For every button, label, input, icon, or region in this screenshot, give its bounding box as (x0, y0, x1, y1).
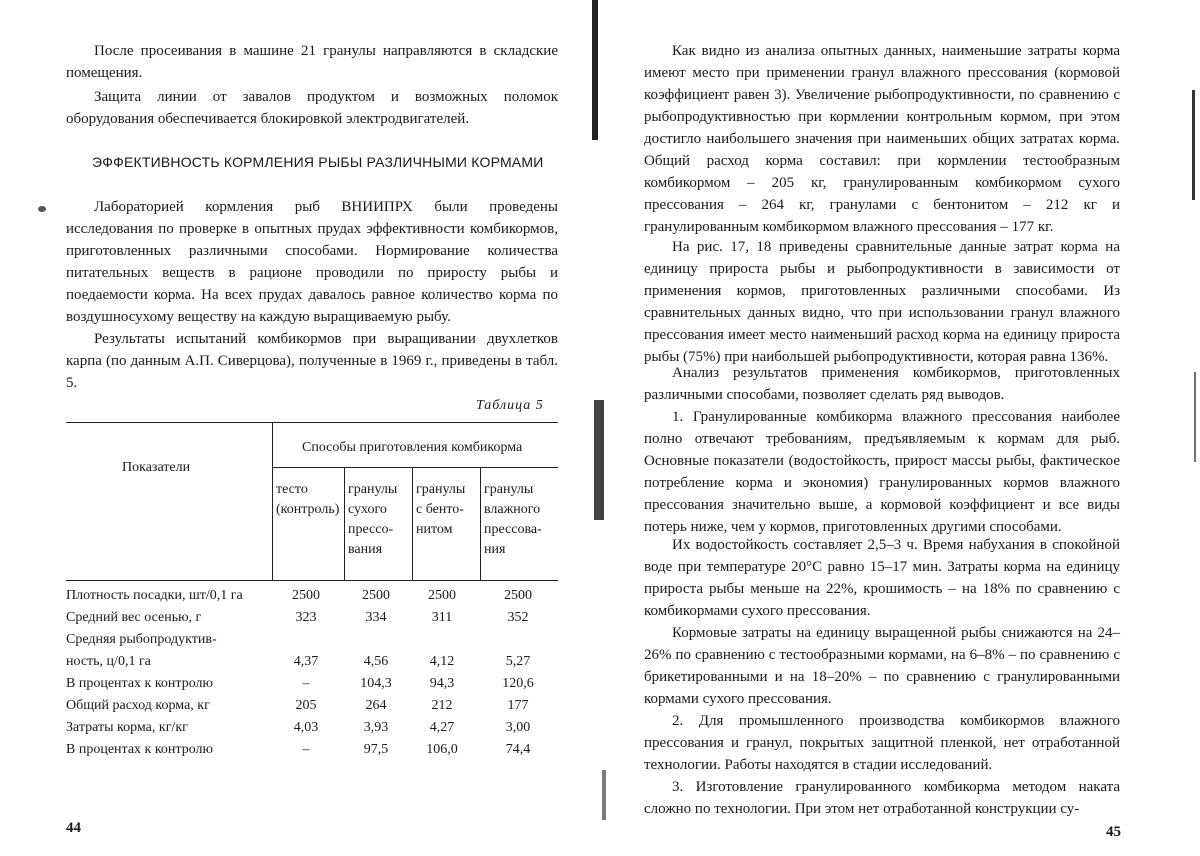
left-paragraph-1: После просеивания в машине 21 гранулы направляются в складские помещения. (66, 43, 558, 81)
page-number-right: 45 (1106, 824, 1121, 840)
scan-edge-mark (1194, 372, 1196, 462)
row-label: ность, ц/0,1 га (66, 654, 151, 669)
table-cell: 352 (507, 610, 529, 625)
row-label: Средняя рыбопродуктив- (66, 632, 217, 647)
column-header-2: прессо- (348, 522, 394, 537)
table-cell: 104,3 (360, 676, 392, 691)
column-header-2: гранулы (348, 482, 398, 497)
right-paragraph-1: Как видно из анализа опытных данных, наименьшие затраты корма имеют место при применении гранул влажного прессования (кормовой коэффициент равен 3). Увеличение рыбопродуктивности, по сравнению с рыбопродуктивностью при кормлении контрольным кормом, при этом достигло наибольшего значения при наименьших общих затратах корма. Общий расход корма составил: при кормлении тестообразным комбикормом – 205 кг, гранулированным комбикормом сухого прессования – 264 кг, гранулами с бентонитом – 212 кг и гранулированным комбикормом влажного прессования – 177 кг. (644, 43, 1120, 235)
row-label: Плотность посадки, шт/0,1 га (66, 588, 243, 603)
column-header-3: нитом (416, 522, 453, 537)
table-cell: 4,27 (429, 720, 455, 735)
table-cell: 2500 (504, 588, 532, 603)
table-caption: Таблица 5 (476, 398, 544, 413)
table-cell: 106,0 (426, 742, 458, 757)
left-paragraph-2: Защита линии от завалов продуктом и возможных поломок оборудования обеспечивается блокировкой электродвигателей. (66, 89, 558, 127)
table-cell: 3,00 (505, 720, 531, 735)
table-cell: 264 (365, 698, 387, 713)
column-header-4: прессова- (484, 522, 542, 537)
table-cell: – (302, 742, 310, 757)
right-paragraph-2: На рис. 17, 18 приведены сравнительные данные затрат корма на единицу прироста рыбы и рыбопродуктивности в зависимости от применения кормов, приготовленных различными способами. Из сравнительных данных видно, что при использовании гранул влажного прессования имеет место наименьший расход корма на единицу прироста рыбы (75%) при наибольшей рыбопродуктивности, которая равна 136%. (644, 239, 1120, 365)
table-cell: 205 (295, 698, 317, 713)
row-label: В процентах к контролю (66, 676, 213, 691)
column-header-3: с бенто- (416, 502, 464, 517)
left-paragraph-4: Результаты испытаний комбикормов при выращивании двухлетков карпа (по данным А.П. Сиверцова), полученные в 1969 г., приведены в табл. 5. (66, 331, 558, 391)
column-header-2: вания (348, 542, 383, 557)
scan-mark (38, 206, 46, 212)
right-paragraph-3: Анализ результатов применения комбикормов, приготовленных различными способами, позволяет сделать ряд выводов. (644, 365, 1120, 403)
table-cell: 334 (365, 610, 387, 625)
page-number-left: 44 (66, 820, 81, 836)
left-page (0, 0, 590, 856)
right-page (600, 0, 1200, 856)
table-cell: 74,4 (505, 742, 531, 757)
table-cell: – (302, 676, 310, 691)
right-paragraph-7: 2. Для промышленного производства комбикормов влажного прессования и гранул, покрытых защитной пленкой, нет отработанной технологии. Работы находятся в стадии исследований. (644, 713, 1120, 773)
column-header-3: гранулы (416, 482, 466, 497)
row-label: Общий расход корма, кг (66, 698, 210, 713)
table-cell: 2500 (292, 588, 320, 603)
table-cell: 3,93 (363, 720, 389, 735)
scan-edge-mark (1192, 90, 1195, 200)
group-header: Способы приготовления комбикорма (302, 440, 523, 455)
table-cell: 97,5 (363, 742, 389, 757)
column-header-2: сухого (348, 502, 387, 517)
row-label: Средний вес осенью, г (66, 610, 202, 625)
table-cell: 4,12 (429, 654, 455, 669)
stub-header: Показатели (122, 460, 191, 475)
right-paragraph-4: 1. Гранулированные комбикорма влажного прессования наиболее полно отвечают требованиям, предъявляемым к кормам для рыб. Основные показатели (водостойкость, прирост массы рыбы, фактическое потребление корма и экономия) гранулированных кормов влажного прессования значительно выше, а кормовой коэффициент и все виды потерь ниже, чем у кормов, приготовленных другими способами. (644, 409, 1120, 535)
column-header-4: ния (484, 542, 506, 557)
right-paragraph-5: Их водостойкость составляет 2,5–3 ч. Время набухания в спокойной воде при температуре 20°С равно 15–17 мин. Затраты корма на единицу прироста рыбы меньше на 22%, крошимость – на 18% по сравнению с комбикормами сухого прессования. (644, 537, 1120, 619)
table-cell: 2500 (362, 588, 390, 603)
section-heading: ЭФФЕКТИВНОСТЬ КОРМЛЕНИЯ РЫБЫ РАЗЛИЧНЫМИ КОРМАМИ (92, 154, 544, 170)
column-header-1: тесто (276, 482, 308, 497)
table-cell: 4,03 (293, 720, 319, 735)
table-cell: 5,27 (505, 654, 531, 669)
column-header-1: (контроль) (276, 502, 340, 517)
column-header-4: влажного (484, 502, 541, 517)
row-label: Затраты корма, кг/кг (66, 720, 188, 735)
right-paragraph-6: Кормовые затраты на единицу выращенной рыбы снижаются на 24–26% по сравнению с тестообразными кормами, на 6–8% – по сравнению с брикетированными и на 18–20% – по сравнению с гранулированными кормами сухого прессования. (644, 625, 1120, 707)
table-cell: 4,37 (293, 654, 319, 669)
column-header-4: гранулы (484, 482, 534, 497)
table-cell: 311 (431, 610, 453, 625)
table-cell: 2500 (428, 588, 456, 603)
table-cell: 94,3 (429, 676, 455, 691)
table-cell: 323 (295, 610, 317, 625)
row-label: В процентах к контролю (66, 742, 213, 757)
table-cell: 212 (431, 698, 453, 713)
right-paragraph-8: 3. Изготовление гранулированного комбикорма методом наката сложно по технологии. При этом нет отработанной конструкции су- (644, 779, 1120, 817)
table-cell: 4,56 (363, 654, 389, 669)
gutter-shadow-top (592, 0, 598, 140)
table-cell: 177 (507, 698, 529, 713)
left-paragraph-3: Лабораторией кормления рыб ВНИИПРХ были проведены исследования по проверке в опытных прудах эффективности комбикормов, приготовленных различными способами. Нормирование количества питательных веществ в рационе проводили по приросту рыбы и поедаемости корма. На всех прудах давалось равное количество корма по воздушносухому веществу на каждую выращиваемую рыбу. (66, 199, 558, 325)
table-cell: 120,6 (502, 676, 534, 691)
